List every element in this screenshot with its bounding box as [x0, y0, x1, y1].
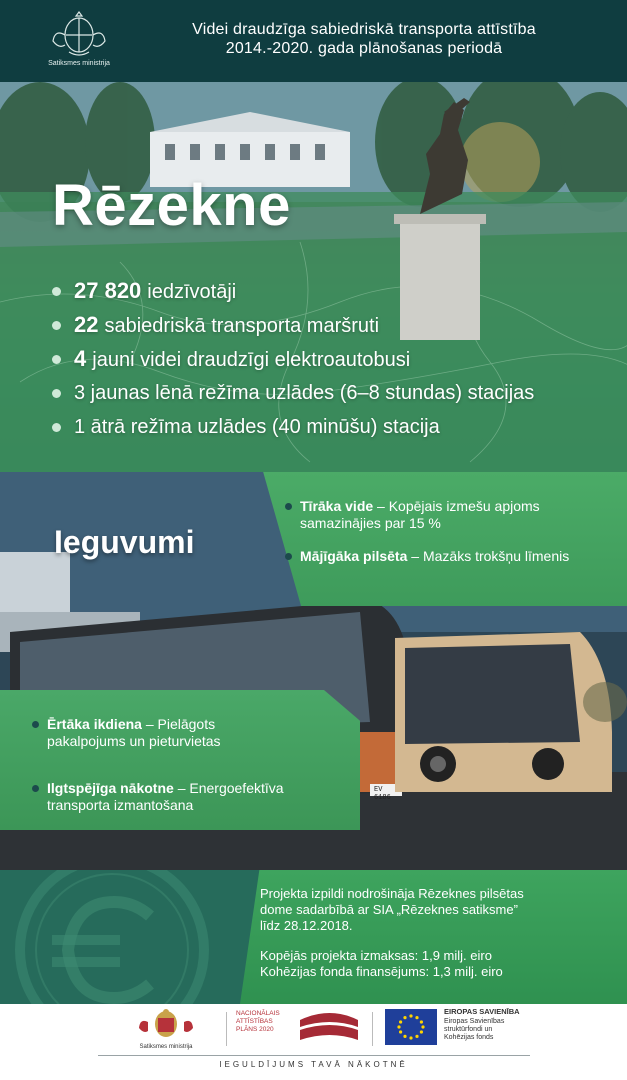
divider: [226, 1012, 227, 1046]
benefits-panel-top: [248, 472, 627, 606]
project-line: līdz 28.12.2018.: [260, 918, 353, 933]
project-line: dome sadarbībā ar SIA „Rēzeknes satiksme”: [260, 902, 518, 917]
footer-ministry-name: Satiksmes ministrija: [139, 1044, 193, 1050]
benefit-label: Mājīgāka pilsēta: [300, 548, 408, 564]
benefit-item: [300, 548, 590, 565]
bullet-icon: [285, 503, 292, 510]
coat-of-arms-icon: [138, 1008, 194, 1038]
bullet-icon: [32, 721, 39, 728]
ministry-name: Satiksmes ministrija: [48, 60, 110, 67]
eu-flag-icon: [385, 1009, 437, 1045]
eu-logo-text: [444, 1008, 554, 1042]
benefit-label: Tīrāka vide: [300, 498, 374, 514]
project-fund: Kohēzijas fonda finansējums: 1,3 milj. eiro: [260, 964, 503, 979]
stat-item: [48, 342, 534, 376]
stat-item: [48, 376, 534, 410]
bullet-icon: [52, 389, 61, 398]
city-title: Rēzekne: [52, 173, 291, 238]
footer-slogan: IEGULDĪJUMS TAVĀ NĀKOTNĒ: [219, 1060, 408, 1069]
project-section: [0, 870, 627, 1004]
hero-section: [0, 82, 627, 472]
project-cost: Kopējās projekta izmaksas: 1,9 milj. eiro: [260, 948, 492, 963]
bullet-icon: [285, 553, 292, 560]
stat-text: 3 jaunas lēnā režīma uzlādes (6–8 stundas) stacijas: [74, 382, 535, 404]
footer-divider: [98, 1055, 530, 1056]
nap-logo-text: [236, 1010, 298, 1034]
eu-line3: Kohēzijas fonds: [444, 1034, 494, 1041]
stat-item: [48, 410, 534, 444]
footer: [0, 1004, 627, 1080]
stat-text: sabiedriskā transporta maršruti: [104, 315, 380, 337]
latvian-flag-icon: [298, 1010, 360, 1044]
bullet-icon: [52, 287, 61, 296]
benefit-item: [47, 716, 277, 750]
stat-number: 22: [74, 312, 99, 337]
project-info-text: [260, 886, 610, 980]
stat-text: jauni videi draudzīgi elektroautobusi: [92, 349, 411, 371]
stat-text: 1 ātrā režīma uzlādes (40 minūšu) stacija: [74, 416, 440, 438]
nap-line2: ATTĪSTĪBAS: [236, 1018, 273, 1025]
ministry-footer-logo: [138, 1008, 194, 1051]
benefits-section: [0, 472, 627, 870]
benefit-text: – Energoefektīva transporta izmantošana: [47, 780, 284, 813]
eu-line1: Eiropas Savienības: [444, 1018, 505, 1025]
project-line: Projekta izpildi nodrošināja Rēzeknes pilsētas: [260, 886, 524, 901]
header-title-line2: 2014.-2020. gada plānošanas periodā: [225, 40, 503, 57]
benefit-text: – Mazāks trokšņu līmenis: [407, 548, 570, 564]
benefit-item: [47, 780, 337, 814]
bullet-icon: [52, 423, 61, 432]
page-header-title: [124, 20, 604, 58]
stat-item: [48, 308, 534, 342]
stat-text: iedzīvotāji: [147, 281, 237, 303]
benefit-text: – Kopējais izmešu apjoms samazinājies par 15 %: [300, 498, 540, 531]
benefit-label: Ērtāka ikdiena: [47, 716, 142, 732]
bullet-icon: [52, 321, 61, 330]
stats-list: [48, 274, 534, 444]
bus-license-plate: EV 6186: [374, 786, 391, 802]
benefits-title: Ieguvumi: [54, 524, 195, 560]
benefit-text: – Pielāgots pakalpojums un pieturvietas: [47, 716, 221, 749]
nap-line3: PLĀNS 2020: [236, 1026, 274, 1033]
benefit-label: Ilgtspējīga nākotne: [47, 780, 174, 796]
nap-line1: NACIONĀLAIS: [236, 1010, 280, 1017]
header-bar: [0, 0, 627, 82]
stat-item: [48, 274, 534, 308]
eu-title: EIROPAS SAVIENĪBA: [444, 1007, 520, 1016]
header-title-line1: Videi draudzīga sabiedriskā transporta attīstība: [192, 21, 536, 38]
stat-number: 4: [74, 346, 87, 371]
eu-line2: struktūrfondi un: [444, 1026, 493, 1033]
bullet-icon: [52, 355, 61, 364]
stat-number: 27 820: [74, 278, 142, 303]
bullet-icon: [32, 785, 39, 792]
benefit-item: [300, 498, 600, 532]
divider: [372, 1012, 373, 1046]
